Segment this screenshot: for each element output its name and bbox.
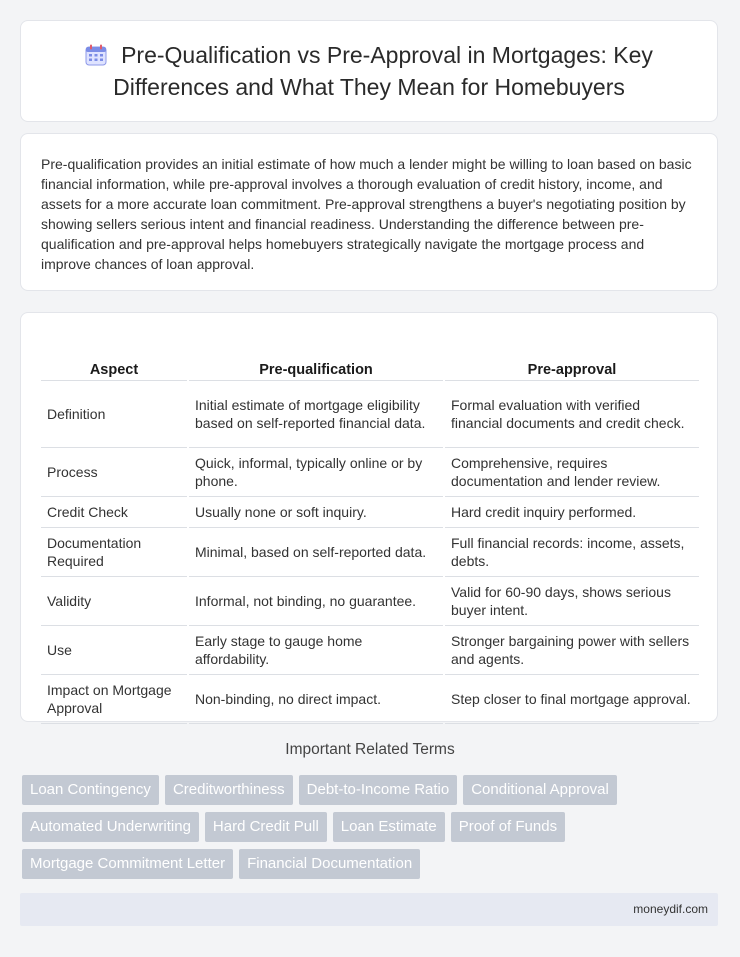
comparison-table [39, 333, 701, 724]
table-row [41, 497, 699, 528]
term-tag[interactable]: Debt-to-Income Ratio [299, 775, 458, 805]
table-row [41, 528, 699, 577]
row-pre-qualification: Minimal, based on self-reported data. [189, 528, 443, 577]
term-tag[interactable]: Conditional Approval [463, 775, 617, 805]
table-row [41, 675, 699, 724]
page-title [49, 41, 689, 102]
row-aspect: Credit Check [41, 497, 187, 528]
term-tag[interactable]: Proof of Funds [451, 812, 565, 842]
page-title-text: Pre-Qualification vs Pre-Approval in Mortgages: Key Differences and What They Mean for Homebuyers [113, 41, 653, 100]
row-aspect: Validity [41, 577, 187, 626]
comparison-card [20, 312, 718, 722]
row-pre-qualification: Usually none or soft inquiry. [189, 497, 443, 528]
term-tag[interactable]: Financial Documentation [239, 849, 420, 879]
row-pre-qualification: Early stage to gauge home affordability. [189, 626, 443, 675]
table-row [41, 381, 699, 448]
row-pre-approval: Valid for 60-90 days, shows serious buyer intent. [445, 577, 699, 626]
title-card [20, 20, 718, 122]
row-aspect: Use [41, 626, 187, 675]
intro-text: Pre-qualification provides an initial estimate of how much a lender might be willing to loan based on basic financial information, while pre-approval involves a thorough evaluation of credit history, income, and assets for a more accurate loan commitment. Pre-approval strengthens a buyer's negotiating position by showing sellers serious intent and financial readiness. Understanding the difference between pre-qualification and pre-approval helps homebuyers strategically navigate the mortgage process and improve chances of loan approval. [41, 156, 692, 272]
row-pre-approval: Step closer to final mortgage approval. [445, 675, 699, 724]
row-pre-qualification: Informal, not binding, no guarantee. [189, 577, 443, 626]
row-aspect: Process [41, 448, 187, 497]
footer-site-link[interactable]: moneydif.com [633, 902, 708, 916]
row-aspect: Definition [41, 381, 187, 448]
term-tag[interactable]: Automated Underwriting [22, 812, 199, 842]
row-pre-qualification: Initial estimate of mortgage eligibility based on self-reported financial data. [189, 381, 443, 448]
row-pre-approval: Formal evaluation with verified financial documents and credit check. [445, 381, 699, 448]
calendar-icon [85, 44, 107, 73]
footer [20, 893, 718, 926]
intro-card [20, 133, 718, 291]
header-pre-qualification: Pre-qualification [189, 333, 443, 381]
row-pre-qualification: Quick, informal, typically online or by phone. [189, 448, 443, 497]
header-aspect: Aspect [41, 333, 187, 381]
row-aspect: Documentation Required [41, 528, 187, 577]
table-row [41, 448, 699, 497]
term-tag[interactable]: Creditworthiness [165, 775, 293, 805]
term-tag[interactable]: Mortgage Commitment Letter [22, 849, 233, 879]
term-tag[interactable]: Loan Estimate [333, 812, 445, 842]
row-pre-approval: Comprehensive, requires documentation and lender review. [445, 448, 699, 497]
term-tag[interactable]: Loan Contingency [22, 775, 159, 805]
table-header-row [41, 333, 699, 381]
table-row [41, 577, 699, 626]
header-pre-approval: Pre-approval [445, 333, 699, 381]
row-pre-approval: Hard credit inquiry performed. [445, 497, 699, 528]
row-pre-approval: Full financial records: income, assets, debts. [445, 528, 699, 577]
row-pre-approval: Stronger bargaining power with sellers and agents. [445, 626, 699, 675]
related-terms-title: Important Related Terms [285, 741, 455, 758]
table-row [41, 626, 699, 675]
related-terms-list [22, 775, 722, 886]
term-tag[interactable]: Hard Credit Pull [205, 812, 327, 842]
row-pre-qualification: Non-binding, no direct impact. [189, 675, 443, 724]
row-aspect: Impact on Mortgage Approval [41, 675, 187, 724]
